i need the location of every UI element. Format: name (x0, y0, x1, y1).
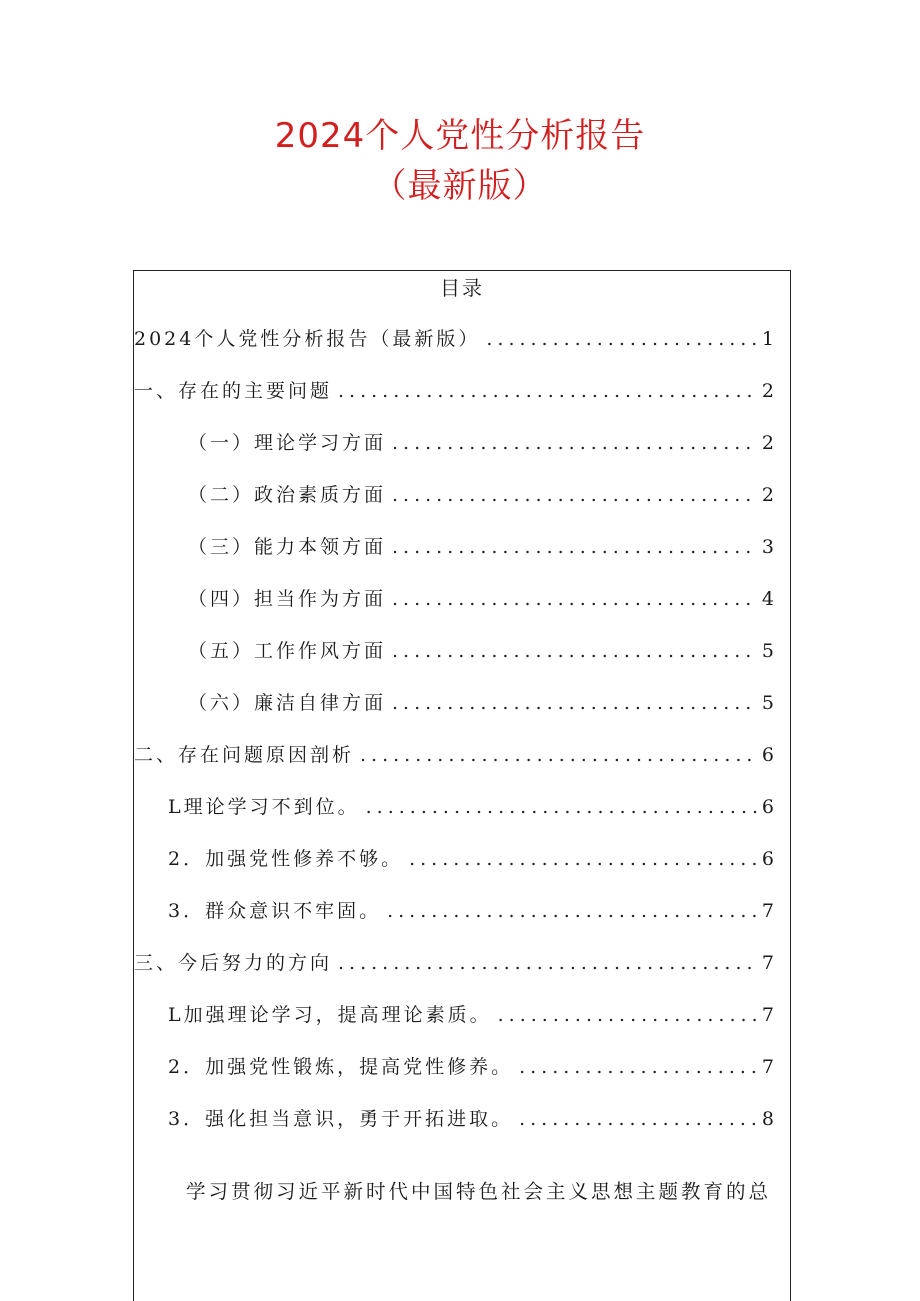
toc-entry-page: 7 (761, 900, 774, 922)
toc-entry-page: 3 (761, 536, 774, 558)
toc-entry-page: 5 (761, 692, 774, 714)
toc-entry-label: 3．强化担当意识，勇于开拓进取。 (168, 1108, 514, 1130)
toc-leader-dots (392, 583, 758, 615)
table-of-contents (133, 270, 791, 1301)
toc-entry-label: （二）政治素质方面 (188, 484, 387, 506)
toc-leader-dots (392, 687, 758, 719)
toc-entry[interactable] (168, 1103, 774, 1135)
toc-leader-dots (392, 427, 758, 459)
toc-entry-page: 6 (761, 796, 774, 818)
toc-leader-dots (519, 1103, 758, 1135)
document-subtitle: （最新版） (372, 166, 548, 206)
toc-leader-dots (392, 635, 758, 667)
toc-entry[interactable] (134, 947, 774, 979)
toc-entry[interactable] (188, 583, 774, 615)
toc-entry-label: （六）廉洁自律方面 (188, 692, 387, 714)
toc-entry[interactable] (168, 999, 774, 1031)
toc-entry-label: 3．群众意识不牢固。 (168, 900, 382, 922)
toc-leader-dots (338, 375, 758, 407)
toc-entry-label: 2024个人党性分析报告（最新版） (134, 328, 481, 350)
toc-entry[interactable] (134, 375, 774, 407)
toc-entry[interactable] (168, 843, 774, 875)
toc-leader-dots (387, 895, 758, 927)
toc-entry-page: 2 (761, 380, 774, 402)
toc-leader-dots (498, 999, 758, 1031)
toc-entry[interactable] (168, 1051, 774, 1083)
toc-entry-label: 2．加强党性锻炼，提高党性修养。 (168, 1056, 514, 1078)
toc-entry[interactable] (134, 739, 774, 771)
toc-entry-label: 三、今后努力的方向 (134, 952, 333, 974)
toc-leader-dots (392, 479, 758, 511)
toc-entry-label: 一、存在的主要问题 (134, 380, 333, 402)
toc-entry-page: 8 (761, 1108, 774, 1130)
toc-entry-label: 2．加强党性修养不够。 (168, 848, 404, 870)
toc-leader-dots (366, 791, 758, 823)
toc-entry-label: L加强理论学习，提高理论素质。 (168, 1004, 492, 1026)
toc-entry-label: （一）理论学习方面 (188, 432, 387, 454)
toc-entry-page: 6 (761, 848, 774, 870)
toc-entry-page: 6 (761, 744, 774, 766)
toc-leader-dots (360, 739, 758, 771)
toc-heading: 目录 (440, 276, 484, 300)
toc-leader-dots (519, 1051, 758, 1083)
toc-entry-page: 5 (761, 640, 774, 662)
toc-entry-page: 2 (761, 432, 774, 454)
toc-entry[interactable] (134, 323, 774, 355)
toc-entry-label: （三）能力本领方面 (188, 536, 387, 558)
toc-leader-dots (338, 947, 758, 979)
toc-entry-label: 二、存在问题原因剖析 (134, 744, 355, 766)
toc-entry[interactable] (168, 895, 774, 927)
toc-entry-label: L理论学习不到位。 (168, 796, 360, 818)
toc-entry-page: 2 (761, 484, 774, 506)
toc-leader-dots (392, 531, 758, 563)
toc-entry-page: 1 (761, 328, 774, 350)
toc-entry-page: 7 (761, 952, 774, 974)
toc-entry-page: 7 (761, 1056, 774, 1078)
toc-entry[interactable] (188, 531, 774, 563)
body-paragraph: 学习贯彻习近平新时代中国特色社会主义思想主题教育的总 (186, 1179, 772, 1203)
document-title: 2024个人党性分析报告 (274, 116, 646, 156)
toc-entry[interactable] (188, 687, 774, 719)
toc-entry[interactable] (168, 791, 774, 823)
toc-entry[interactable] (188, 479, 774, 511)
toc-entry-label: （五）工作作风方面 (188, 640, 387, 662)
toc-entry[interactable] (188, 427, 774, 459)
toc-leader-dots (409, 843, 758, 875)
toc-entry-label: （四）担当作为方面 (188, 588, 387, 610)
toc-entry-page: 7 (761, 1004, 774, 1026)
toc-leader-dots (486, 323, 758, 355)
toc-entry-page: 4 (761, 588, 774, 610)
toc-entry[interactable] (188, 635, 774, 667)
